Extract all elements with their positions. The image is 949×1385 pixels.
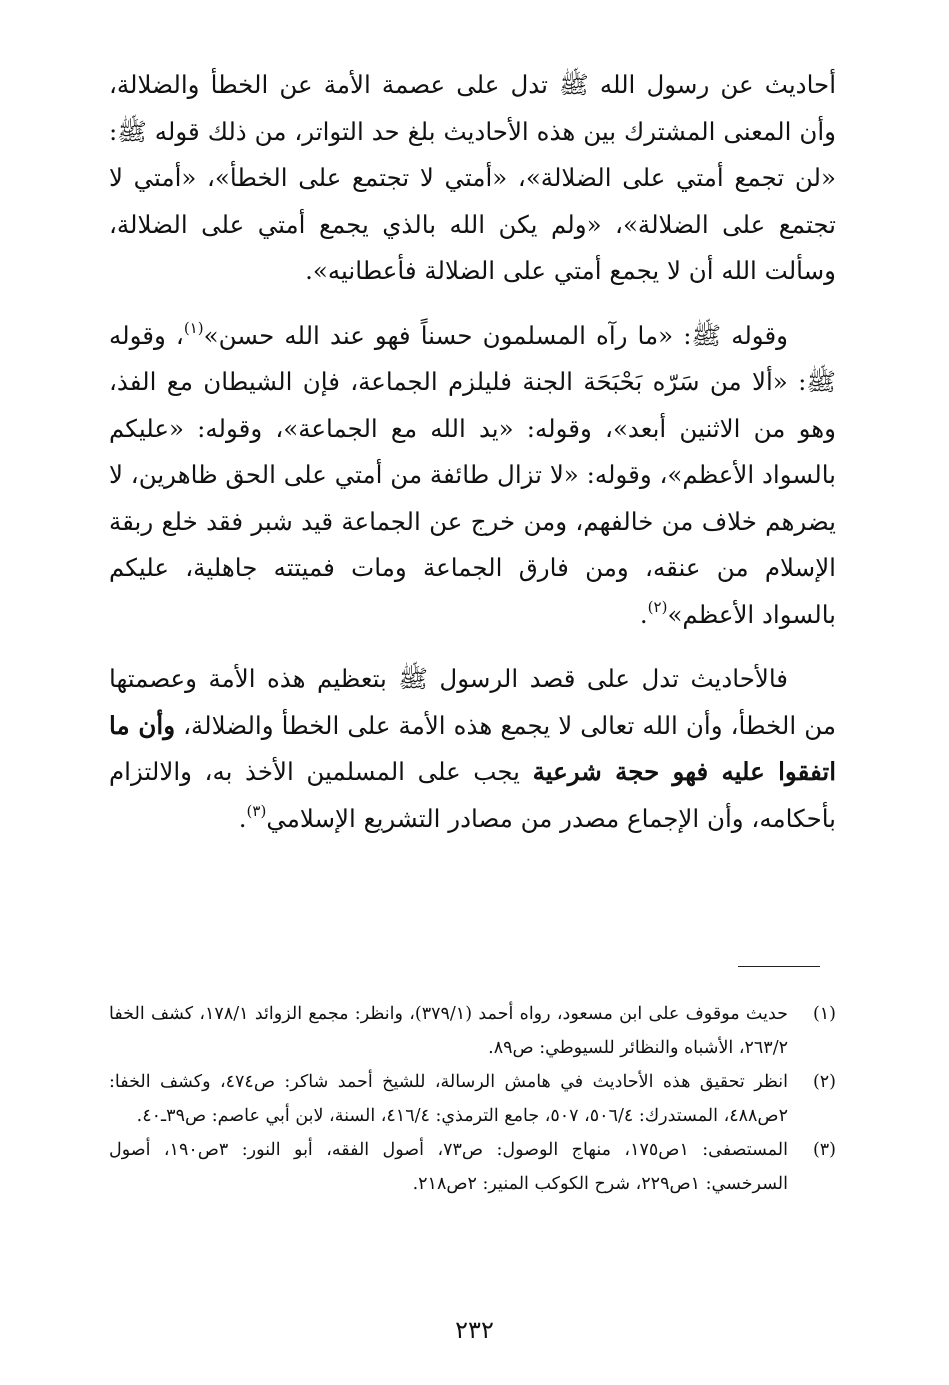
paragraph-3-text-after: .	[238, 803, 247, 833]
footnote-3	[109, 1134, 836, 1201]
footnote-text: انظر تحقيق هذه الأحاديث في هامش الرسالة، للشيخ أحمد شاكر: ص٤٧٤، وكشف الخفا: ٢ص٤٨٨، المستدرك: ٥٠٦/٤، ٥٠٧، جامع الترمذي: ٤١٦/٤، السنة، لابن أبي عاصم: ص٣٩ـ٤٠.	[109, 1072, 788, 1126]
paragraph-3	[109, 656, 836, 842]
footnote-number: (١)	[812, 1004, 836, 1024]
paragraph-2	[109, 313, 836, 639]
footnote-number: (٢)	[812, 1072, 836, 1092]
footnotes	[109, 998, 836, 1202]
footnote-ref-1[interactable]: (١)	[183, 318, 204, 337]
footnote-separator	[738, 966, 820, 967]
page-number: ٢٣٢	[455, 1316, 494, 1344]
footnote-2	[109, 1066, 836, 1133]
paragraph-2-text-after: .	[639, 599, 648, 629]
paragraph-3-text-before: فالأحاديث تدل على قصد الرسول ﷺ بتعظيم هذه الأمة وعصمتها من الخطأ، وأن الله تعالى لا يجمع هذه الأمة على الخطأ والضلالة،	[109, 664, 836, 740]
footnote-1	[109, 998, 836, 1065]
paragraph-1-text: أحاديث عن رسول الله ﷺ تدل على عصمة الأمة عن الخطأ والضلالة، وأن المعنى المشترك بين هذه الأحاديث بلغ حد التواتر، من ذلك قوله ﷺ: «لن تجمع أمتي على الضلالة»، «أمتي لا تجتمع على الخطأ»، «أمتي لا تجتمع على الضلالة»، «ولم يكن الله بالذي يجمع أمتي على الضلالة، وسألت الله أن لا يجمع أمتي على الضلالة فأعطانيه».	[109, 70, 836, 285]
footnote-text: المستصفى: ١ص١٧٥، منهاج الوصول: ص٧٣، أصول الفقه، أبو النور: ٣ص١٩٠، أصول السرخسي: ١ص٢٢٩، شرح الكوكب المنير: ٢ص٢١٨.	[109, 1140, 788, 1194]
footnote-text: حديث موقوف على ابن مسعود، رواه أحمد (٣٧٩/١)، وانظر: مجمع الزوائد ١٧٨/١، كشف الخفا ٢٦٣/٢، الأشباه والنظائر للسيوطي: ص٨٩.	[109, 1004, 788, 1058]
footnote-number: (٣)	[812, 1140, 836, 1160]
paragraph-2-text-before: وقوله ﷺ: «ما رآه المسلمون حسناً فهو عند الله حسن»	[203, 320, 788, 350]
footnote-ref-2[interactable]: (٢)	[647, 597, 668, 616]
paragraph-3-text-middle: يجب على المسلمين الأخذ به، والالتزام بأحكامه، وأن الإجماع مصدر من مصادر التشريع الإسلامي	[109, 757, 836, 833]
paragraph-3-bold-phrase: وأن ما اتفقوا عليه فهو حجة شرعية	[109, 710, 836, 786]
paragraph-1	[109, 62, 836, 295]
paragraph-2-text-middle: ، وقوله ﷺ: «ألا من سَرّه بَحْبَحَة الجنة فليلزم الجماعة، فإن الشيطان مع الفذ، وهو من الاثنين أبعد»، وقوله: «يد الله مع الجماعة»، وقوله: «عليكم بالسواد الأعظم»، وقوله: «لا تزال طائفة من أمتي على الحق ظاهرين، لا يضرهم خلاف من خالفهم، ومن خرج عن الجماعة قيد شبر فقد خلع ربقة الإسلام من عنقه، ومن فارق الجماعة ومات فميتته جاهلية، عليكم بالسواد الأعظم»	[109, 320, 836, 629]
footnote-ref-3[interactable]: (٣)	[246, 801, 267, 820]
main-text	[109, 62, 836, 842]
